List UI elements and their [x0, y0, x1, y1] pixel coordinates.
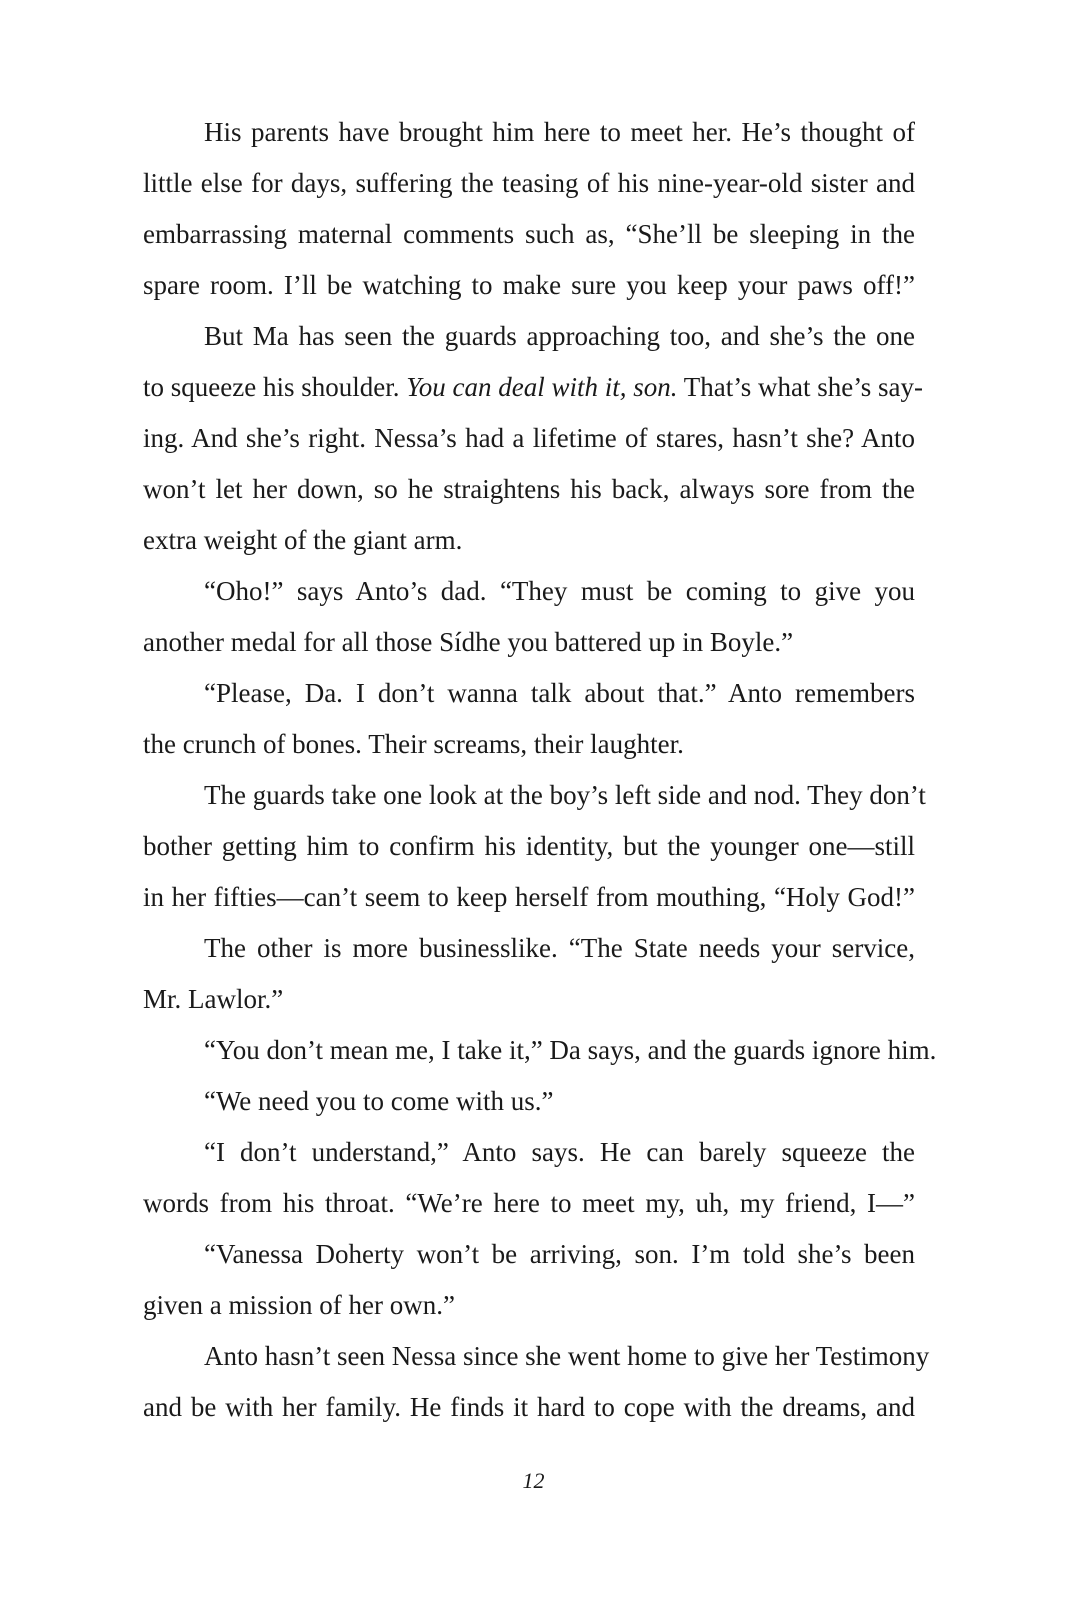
- text-line: spare room. I’ll be watching to make sure you keep your paws off!”: [143, 270, 915, 300]
- text-segment: That’s what she’s say-: [677, 372, 923, 402]
- text-line: “You don’t mean me, I take it,” Da says, and the guards ignore him.: [204, 1035, 937, 1065]
- text-line: The guards take one look at the boy’s left side and nod. They don’t: [204, 780, 926, 810]
- text-line: little else for days, suffering the teasing of his nine-year-old sister and: [143, 168, 915, 198]
- text-line: But Ma has seen the guards approaching too, and she’s the one: [204, 321, 915, 351]
- page-number: 12: [522, 1468, 545, 1493]
- text-line: in her fifties—can’t seem to keep herself from mouthing, “Holy God!”: [143, 882, 915, 912]
- text-line: His parents have brought him here to meet her. He’s thought of: [204, 117, 915, 147]
- text-segment: to squeeze his shoulder.: [143, 372, 407, 402]
- text-line-with-italic: [143, 362, 923, 413]
- text-line: Mr. Lawlor.”: [143, 984, 284, 1014]
- text-line: and be with her family. He finds it hard to cope with the dreams, and: [143, 1392, 915, 1422]
- text-line: Anto hasn’t seen Nessa since she went home to give her Testimony: [204, 1341, 930, 1371]
- text-line: embarrassing maternal comments such as, “She’ll be sleeping in the: [143, 219, 915, 249]
- body-text: [143, 107, 937, 1433]
- italic-phrase: You can deal with it, son.: [406, 372, 678, 402]
- text-line: “Oho!” says Anto’s dad. “They must be coming to give you: [204, 576, 915, 606]
- text-line: “Please, Da. I don’t wanna talk about that.” Anto remembers: [204, 678, 915, 708]
- text-line: “We need you to come with us.”: [204, 1086, 554, 1116]
- text-line: bother getting him to confirm his identity, but the younger one—still: [143, 831, 915, 861]
- text-line: words from his throat. “We’re here to meet my, uh, my friend, I—”: [143, 1188, 915, 1218]
- text-line: The other is more businesslike. “The State needs your service,: [204, 933, 915, 963]
- text-line: the crunch of bones. Their screams, their laughter.: [143, 729, 684, 759]
- text-line: extra weight of the giant arm.: [143, 525, 463, 555]
- text-line: “Vanessa Doherty won’t be arriving, son. I’m told she’s been: [204, 1239, 915, 1269]
- text-line: “I don’t understand,” Anto says. He can barely squeeze the: [204, 1137, 915, 1167]
- text-line: another medal for all those Sídhe you battered up in Boyle.”: [143, 627, 794, 657]
- text-line: given a mission of her own.”: [143, 1290, 455, 1320]
- text-line: won’t let her down, so he straightens his back, always sore from the: [143, 474, 915, 504]
- text-line: ing. And she’s right. Nessa’s had a lifetime of stares, hasn’t she? Anto: [143, 423, 915, 453]
